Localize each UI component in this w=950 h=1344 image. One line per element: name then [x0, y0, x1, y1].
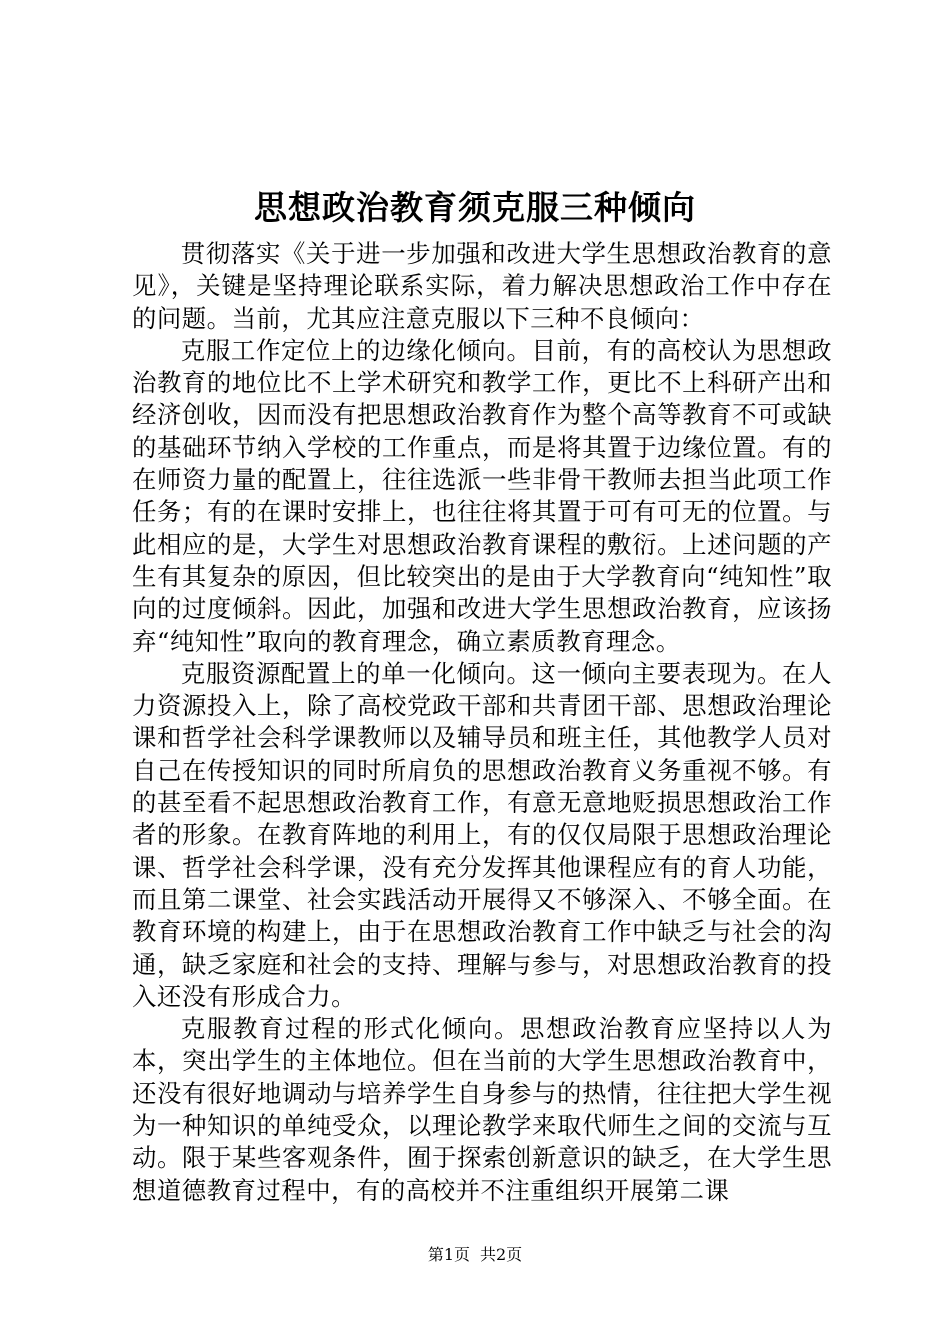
document-title: 思想政治教育须克服三种倾向 [254, 188, 696, 227]
document-body [132, 238, 832, 1207]
paragraph-marginalization: 克服工作定位上的边缘化倾向。目前，有的高校认为思想政治教育的地位比不上学术研究和教学工作，更比不上科研产出和经济创收，因而没有把思想政治教育作为整个高等教育不可或缺的基础环节纳入学校的工作重点，而是将其置于边缘位置。有的在师资力量的配置上，往往选派一些非骨干教师去担当此项工作任务；有的在课时安排上，也往往将其置于可有可无的位置。与此相应的是，大学生对思想政治教育课程的敷衍。上述问题的产生有其复杂的原因，但比较突出的是由于大学教育向“纯知性”取向的过度倾斜。因此，加强和改进大学生思想政治教育，应该扬弃“纯知性”取向的教育理念，确立素质教育理念。 [132, 335, 832, 656]
paragraph-formalization: 克服教育过程的形式化倾向。思想政治教育应坚持以人为本，突出学生的主体地位。但在当前的大学生思想政治教育中，还没有很好地调动与培养学生自身参与的热情，往往把大学生视为一种知识的单纯受众，以理论教学来取代师生之间的交流与互动。限于某些客观条件，囿于探索创新意识的缺乏，在大学生思想道德教育过程中，有的高校并不注重组织开展第二课 [132, 1014, 832, 1205]
page-footer [0, 1245, 950, 1265]
page-number-total: 共2页 [480, 1245, 523, 1264]
paragraph-single-resource: 克服资源配置上的单一化倾向。这一倾向主要表现为。在人力资源投入上，除了高校党政干部和共青团干部、思想政治理论课和哲学社会科学课教师以及辅导员和班主任，其他教学人员对自己在传授知识的同时所肩负的思想政治教育义务重视不够。有的甚至看不起思想政治教育工作，有意无意地贬损思想政治工作者的形象。在教育阵地的利用上，有的仅仅局限于思想政治理论课、哲学社会科学课，没有充分发挥其他课程应有的育人功能，而且第二课堂、社会实践活动开展得又不够深入、不够全面。在教育环境的构建上，由于在思想政治教育工作中缺乏与社会的沟通，缺乏家庭和社会的支持、理解与参与，对思想政治教育的投入还没有形成合力。 [132, 658, 832, 1011]
paragraph-intro: 贯彻落实《关于进一步加强和改进大学生思想政治教育的意见》，关键是坚持理论联系实际，着力解决思想政治工作中存在的问题。当前，尤其应注意克服以下三种不良倾向： [132, 239, 832, 333]
page-number-current: 第1页 [427, 1245, 470, 1264]
